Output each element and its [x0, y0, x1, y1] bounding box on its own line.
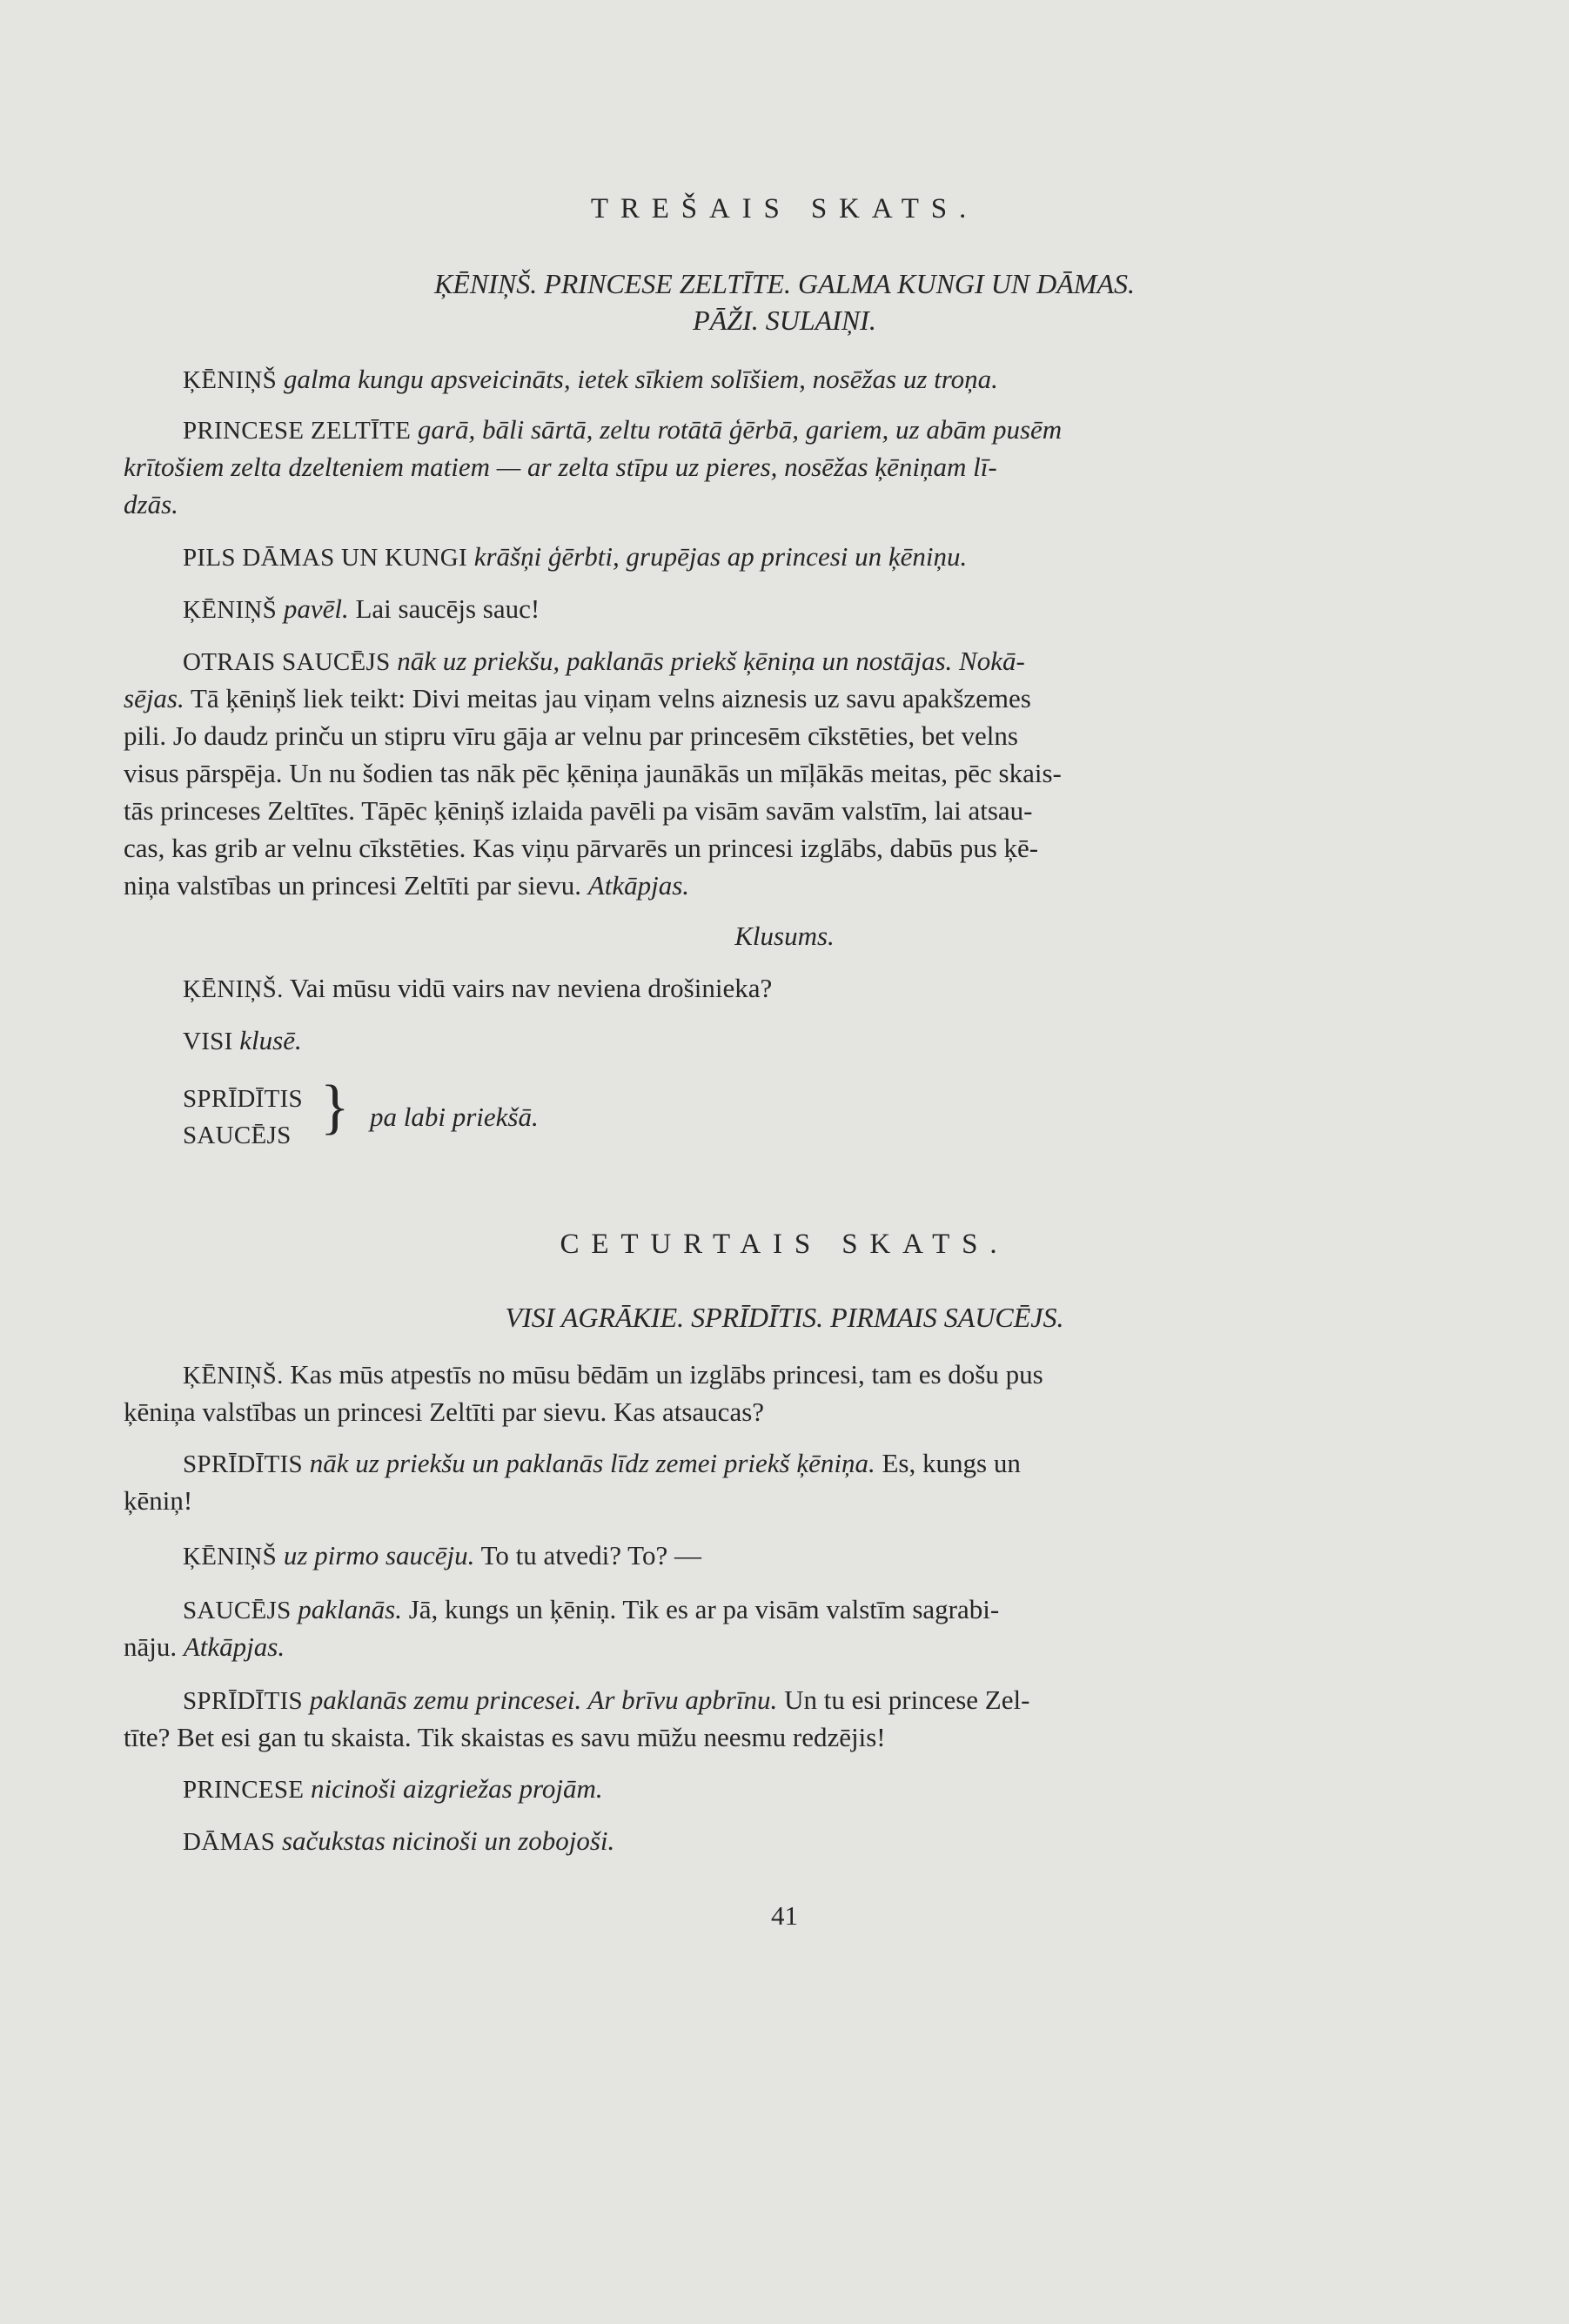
dialogue: To tu atvedi? To? — — [480, 1540, 701, 1571]
stage-direction: dzās. — [124, 489, 178, 519]
paragraph-9 — [183, 1359, 1043, 1390]
stage-direction: klusē. — [239, 1025, 302, 1055]
cast-list-line-1: ĶĒNIŅŠ. PRINCESE ZELTĪTE. GALMA KUNGI UN DĀMAS. — [433, 268, 1135, 299]
stage-direction: Atkāpjas. — [183, 1631, 285, 1662]
paragraph-8-speaker-1 — [183, 1082, 303, 1114]
paragraph-12-line-2 — [124, 1631, 285, 1663]
stage-direction: nāk uz priekšu un paklanās līdz zemei priekš ķēniņa. — [309, 1448, 875, 1478]
speaker: ĶĒNIŅŠ. — [183, 975, 284, 1003]
stage-direction: garā, bāli sārtā, zeltu rotātā ģērbā, gariem, uz abām pusēm — [417, 414, 1063, 445]
page-number: 41 — [771, 1900, 798, 1931]
stage-direction: Atkāpjas. — [587, 870, 690, 901]
stage-direction: krītošiem zelta dzelteniem matiem — ar zelta stīpu uz pieres, nosēžas ķēniņam lī- — [124, 452, 997, 482]
stage-direction: paklanās. — [298, 1594, 402, 1624]
speaker: ĶĒNIŅŠ — [183, 1543, 278, 1571]
speaker: SAUCĒJS — [183, 1597, 292, 1624]
speaker: VISI — [183, 1028, 233, 1055]
stage-direction: sačukstas nicinoši un zobojoši. — [281, 1825, 615, 1856]
paragraph-5-line-2 — [124, 683, 1031, 714]
paragraph-5-line-5: tās princeses Zeltītes. Tāpēc ķēniņš izlaida pavēli pa visām savām valstīm, lai atsau- — [124, 795, 1033, 826]
speaker: PILS DĀMAS UN KUNGI — [183, 544, 467, 572]
speaker: SPRĪDĪTIS — [183, 1085, 303, 1113]
paragraph-13-line-2: tīte? Bet esi gan tu skaista. Tik skaistas es savu mūžu neesmu redzējis! — [124, 1722, 886, 1752]
brace-icon: } — [320, 1074, 350, 1141]
paragraph-15 — [183, 1825, 614, 1857]
paragraph-3 — [183, 541, 967, 573]
dialogue: Lai saucējs sauc! — [355, 593, 540, 624]
paragraph-5-line-4: visus pārspēja. Un nu šodien tas nāk pēc ķēniņa jaunākās un mīļākās meitas, pēc skais- — [124, 758, 1062, 788]
paragraph-1 — [183, 364, 998, 395]
paragraph-9-line-2: ķēniņa valstības un princesi Zeltīti par sievu. Kas atsaucas? — [124, 1396, 765, 1427]
paragraph-11 — [183, 1540, 701, 1571]
speaker: SPRĪDĪTIS — [183, 1450, 303, 1478]
speaker: SAUCĒJS — [183, 1122, 292, 1149]
dialogue: Vai mūsu vidū vairs nav neviena drošinieka? — [289, 973, 773, 1003]
paragraph-8-direction — [370, 1102, 539, 1133]
speaker: ĶĒNIŅŠ — [183, 596, 278, 624]
stage-direction: galma kungu apsveicināts, ietek sīkiem solīšiem, nosēžas uz troņa. — [283, 364, 998, 394]
paragraph-5 — [183, 646, 1025, 677]
stage-direction: uz pirmo saucēju. — [283, 1540, 475, 1571]
stage-direction: krāšņi ģērbti, grupējas ap princesi un ķēniņu. — [473, 541, 968, 572]
paragraph-13 — [183, 1684, 1029, 1716]
paragraph-5-line-6: cas, kas grib ar velnu cīkstēties. Kas viņu pārvarēs un princesi izglābs, dabūs pus ķē- — [124, 833, 1039, 863]
cast-list-line-2: PĀŽI. SULAIŅI. — [693, 305, 876, 336]
paragraph-14 — [183, 1773, 603, 1805]
speaker: PRINCESE — [183, 1776, 305, 1804]
paragraph-2-line-2 — [124, 452, 997, 483]
paragraph-7 — [183, 1025, 302, 1056]
paragraph-2-line-3 — [124, 489, 178, 520]
scene-heading-3: TREŠAIS SKATS. — [590, 193, 979, 224]
dialogue: Es, kungs un — [882, 1448, 1021, 1478]
dialogue: Jā, kungs un ķēniņ. Tik es ar pa visām valstīm sagrabi- — [408, 1594, 1000, 1624]
paragraph-10-line-2: ķēniņ! — [124, 1485, 193, 1516]
speaker: DĀMAS — [183, 1828, 276, 1856]
paragraph-10 — [183, 1448, 1021, 1479]
speaker: OTRAIS SAUCĒJS — [183, 648, 391, 676]
paragraph-12 — [183, 1594, 999, 1625]
stage-direction: pa labi priekšā. — [370, 1102, 539, 1132]
stage-direction: nicinoši aizgriežas projām. — [311, 1773, 603, 1804]
dialogue: Kas mūs atpestīs no mūsu bēdām un izglābs princesi, tam es došu pus — [290, 1359, 1043, 1390]
scene-heading-4: CETURTAIS SKATS. — [560, 1229, 1009, 1260]
paragraph-8-speaker-2 — [183, 1119, 292, 1150]
stage-direction: paklanās zemu princesei. Ar brīvu apbrīnu. — [309, 1684, 778, 1715]
speaker: ĶĒNIŅŠ — [183, 366, 278, 394]
speaker: ĶĒNIŅŠ. — [183, 1362, 284, 1390]
paragraph-5-line-7 — [124, 870, 689, 901]
stage-direction: sējas. — [124, 683, 184, 713]
paragraph-5-line-3: pili. Jo daudz prinču un stipru vīru gāja ar velnu par princesēm cīkstēties, bet velns — [124, 720, 1018, 751]
paragraph-6 — [183, 973, 772, 1004]
dialogue: niņa valstības un princesi Zeltīti par sievu. — [124, 870, 582, 901]
stage-direction: pavēl. — [283, 593, 349, 624]
cast-list: VISI AGRĀKIE. SPRĪDĪTIS. PIRMAIS SAUCĒJS. — [505, 1302, 1064, 1333]
paragraph-2 — [183, 414, 1062, 445]
dialogue: Un tu esi princese Zel- — [784, 1684, 1030, 1715]
dialogue: nāju. — [124, 1631, 178, 1662]
speaker: PRINCESE ZELTĪTE — [183, 417, 412, 445]
silence-direction: Klusums. — [734, 921, 835, 951]
dialogue: Tā ķēniņš liek teikt: Divi meitas jau viņam velns aiznesis uz savu apakšzemes — [190, 683, 1031, 713]
speaker: SPRĪDĪTIS — [183, 1687, 303, 1715]
paragraph-4 — [183, 593, 540, 625]
stage-direction: nāk uz priekšu, paklanās priekš ķēniņa un nostājas. Nokā- — [397, 646, 1025, 676]
